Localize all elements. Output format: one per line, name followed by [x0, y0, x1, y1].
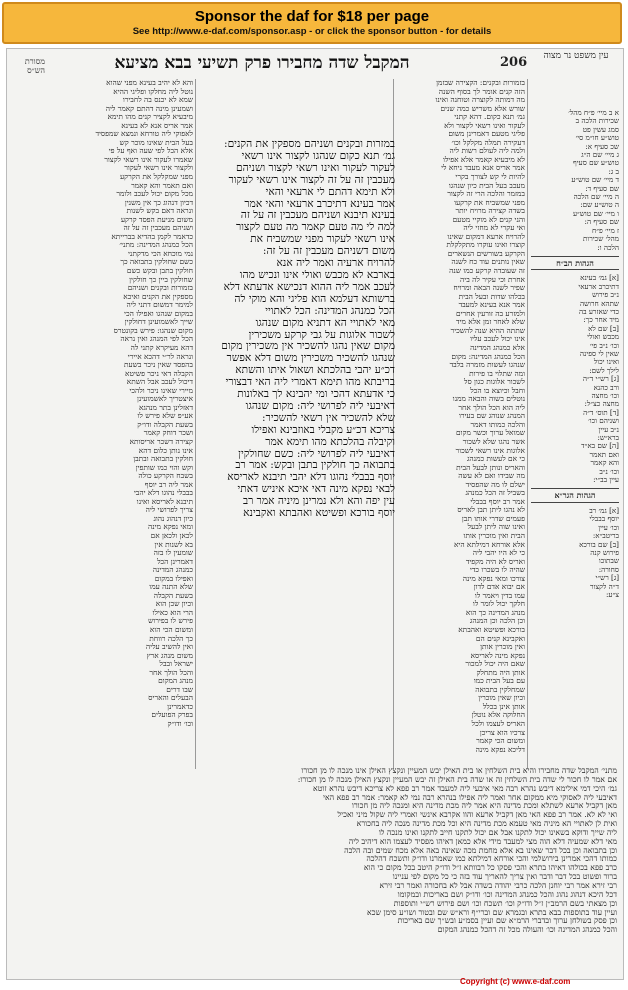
text-line: וקש והוי כמו שותפין	[135, 463, 193, 472]
text-line: ואי עקרי לא מחזי ליה	[463, 224, 525, 233]
text-line: ולמה ליה לעולם רשות ליה	[449, 147, 525, 156]
text-line: בהפסד שאין ניכר בשעת	[123, 361, 193, 370]
text-line: שומעין לו בזה	[153, 549, 193, 558]
text-line: ושניהם מעכבין זה על זה	[123, 224, 193, 233]
banner-title[interactable]: Sponsor the daf for $18 per page	[194, 8, 430, 25]
text-line: צריך לפרושי ליה	[145, 506, 193, 515]
text-line: מה שבידו ואם לא עשה	[458, 472, 525, 481]
text-line: ב ג:	[608, 167, 619, 176]
text-line: כי אם לעשות כמנהג	[466, 455, 525, 464]
text-line: ושמעינן מינה דהתם קאמר ליה	[105, 104, 193, 113]
text-line: זה שעובדה קרקע כמו שנה	[449, 267, 525, 276]
text-line: פעמים שדרי אותו תבן	[461, 514, 525, 523]
text-line: מיד אחר כך:	[583, 316, 619, 325]
talmud-page	[6, 48, 624, 980]
text-line: עיין בב״י:	[593, 476, 619, 485]
text-line: ועיין עוד בתוספות בבא בתרא ובגמרא שם וברי״ף ורא״ש שם ובטור ושו״ע סימן שכא	[367, 908, 617, 917]
text-line: דכל היכא דנהוג נהוג והכל כמנהג המדינה וכו׳ ודו״ק ושם באריכות ובמקומו	[397, 890, 617, 899]
text-line: טוש״ע חו״מ סי׳	[575, 134, 619, 143]
text-line: שנהגו להשכיר משכירין משום דלא אפשר	[226, 353, 395, 365]
text-line: הרי הוא כאילו	[152, 608, 193, 617]
text-line: למימר דמשום דתני ליה	[126, 301, 193, 310]
text-line: שתתה ההיא שנה להשכיר	[450, 326, 525, 335]
text-line: שמא לא יכנס בה לחבירו	[122, 96, 193, 105]
text-line: [א] גמ׳ רב	[589, 506, 619, 515]
text-line: נוטל ליה מחלקו ופליגי ההיא	[113, 87, 193, 96]
text-line: ברור ופשוט בכל דבר ודבר ואין צריך להאריך עוד בזה כי כל מקום לפי עניינו	[392, 873, 617, 882]
text-line: ולמזרע בה זורעין אחרים	[455, 309, 525, 318]
sponsor-banner[interactable]	[2, 2, 622, 44]
text-line: דאזלינן בתר מנהגא	[138, 403, 193, 412]
text-line: לשכור אלוגות על גבי קרקע משכירין	[248, 329, 395, 341]
text-line: ואריס לא היה מקפיד	[465, 557, 525, 566]
text-line: דאיבעי ליה לפרושי ליה: כשם שחולקין	[238, 448, 395, 460]
text-line: מתני׳ המקבל שדה מחבירו והיא בית השלחין או בית האילן יבש המעיין ונקצץ האילן אינו מנכה לו מן חכורו	[301, 767, 617, 775]
text-line: וכו׳ מחצה	[591, 392, 619, 400]
text-line: והני קנים לא מוקיי מטעם	[452, 215, 525, 224]
text-line: לעקור ואינו רשאי לקצור ולא	[444, 121, 525, 130]
text-line: יוסף בורכא ופשיטא ואהבתא ואקבינא	[243, 508, 395, 520]
text-line: ברשותא דעלמא הוא פליגי והא מוקי לה	[234, 293, 395, 305]
text-line: לא נהגו ליתן תבן לאריס	[457, 506, 525, 515]
text-line: דאמרינן הכל	[157, 557, 193, 566]
text-line: מקום שאין נהגו להשכיר אין משכירין מקום	[221, 341, 395, 353]
text-line: לא מיבעיא קאמר אלא אפילו	[442, 155, 525, 164]
text-line: ושכר דוחק קאמר	[143, 429, 193, 438]
banner-subtitle[interactable]: See http://www.e-daf.com/sponsor.asp - or click the sponsor button - for details	[132, 26, 492, 37]
text-line: והכל כמנהג המדינה וכו׳ והעולה מכל זה דהכל כמנהג המקום	[437, 926, 617, 935]
text-line: תיבנא לאריסא ואינו	[136, 497, 193, 506]
text-line: כי לא היו יהבי ליה	[472, 549, 525, 558]
text-line: שמואל ערוך וכשר מקום	[456, 429, 525, 438]
text-line: ולא תימא דהתם לי ארעאי והאי	[265, 186, 395, 198]
text-line: וכו׳ נ״ב פי׳	[589, 341, 619, 350]
right-margin-label: עין משפט נר מצוה	[543, 51, 609, 61]
text-line: אמר בעינא דתיכרב ארעאי והאי אמר	[244, 198, 395, 210]
text-line: לעקור לעקור ואינו רשאי לקצור ושניהם	[236, 162, 395, 174]
text-line: בתבואה כך חולקין בתבן ובקש: אמר רב	[235, 460, 395, 472]
text-line: נ״ב עיין	[598, 425, 619, 434]
text-line: שם סעיף ד:	[585, 184, 619, 193]
text-line: ד מיי׳ שם טוש״ע	[571, 176, 619, 185]
text-line: וכן פסק בשולחן ערוך ובדברי הרמ״א שם ועיין בסמ״ע ובש״ך שם באריכות	[397, 917, 617, 926]
text-line: וכן בתבואה וכן בכל דבר שאינו בא אלא מחמת מכה שאינה באה אלא מכח שמים ובה הלכה	[344, 846, 617, 855]
text-line: אע״פ שלא פירש לו	[137, 412, 193, 421]
text-line: ו מיי׳ שם טוש״ע	[572, 209, 619, 218]
text-line: אמר רב יוסף בבבלי	[470, 497, 525, 506]
text-line: ליה שייך ודוקא בשאינו יכול לתקנו אבל אם יכול לתקנו חייב לתקנו ואינו מנכה לו	[378, 828, 617, 837]
text-line: ונראה דאם בקש לשנות	[126, 207, 193, 216]
text-line: פירוש קנה	[590, 548, 619, 557]
gemara-column	[199, 139, 395, 739]
text-line: מאן דקביל ארעא לשתלא ומכת מדינה היא אמר ליה מכת מדינה היא ומנכה ליה מן חכורו	[351, 802, 617, 811]
text-line: דכ״ע יהבי בהלכתא ושאול איתו והשתא	[235, 365, 395, 377]
text-line: כיון דנהוג נהוג	[153, 514, 193, 523]
text-line: רבי זירא אמר רבי יוחנן הלכה כרבי יהודה בשדה אבל לא בחכורה ואמר רבי זירא	[379, 881, 617, 890]
text-line: מיבעיא לקציר קנים מהו תימא	[107, 113, 193, 122]
text-line: שפיר לשנה הבאה ומרויח	[453, 284, 525, 293]
text-line: דאיבעי ליה לפרושי ליה: מקום שנהגו	[245, 400, 395, 412]
text-line: מעכב בעל הבית כיון שנהגו	[448, 181, 525, 190]
text-line: בריטב״א:	[592, 532, 619, 541]
text-line: שמחלקין בתבואה	[475, 685, 525, 694]
text-line: מאי דלא שמעיה דלא הוה מצי למעבד מידי אלא כמאן דאיהו מפסיד לעצמו הוא דיהיב ליה	[348, 837, 617, 846]
text-line: ואינו יכול	[593, 358, 619, 367]
text-line: אשר נהגו שלא לשכור	[462, 437, 525, 446]
text-line: ואפילו במקום	[154, 574, 193, 583]
text-line: דהא מעיקרא קתני לה	[130, 343, 193, 352]
text-line: אלא הכל לפי שעה ואף על פי	[108, 147, 193, 156]
text-line: בפרק הפועלים	[151, 711, 193, 720]
text-line: מקום שנהגו: פירש בקונטרס	[113, 326, 193, 335]
text-line: ומאי נפקא מינה	[148, 523, 193, 532]
rashi-column	[401, 79, 525, 764]
text-line: והכל הולך אחר	[149, 668, 193, 677]
text-line: לאפוקי ליה טורחא ונמצא שמפסיד	[95, 130, 193, 139]
text-line: גמ׳ תנא כקום שנהגו לקצור אינו רשאי	[241, 150, 395, 162]
text-line: בא לשנות אין	[154, 540, 193, 549]
column-divider	[527, 79, 528, 769]
text-line: [ג] רש״י ד״ה	[582, 375, 619, 384]
text-line: שכירות הלכה ב	[575, 117, 619, 126]
text-line: סחורה:	[598, 565, 619, 574]
text-line: אלוגות אינו רשאי לשכור	[455, 446, 525, 455]
text-line: מיירי שאינו ניכר ולהכי	[129, 386, 193, 395]
text-line: כמותו דהכי אמרינן בירושלמי והכי אורחא דמילתא כמו שאמרנו ודו״ק ותשכח דהלכה	[366, 855, 617, 864]
text-line: כרב פפא בכולהו דאיהו בתרא והכי פסקו כל רבוותא ז״ל ודו״ק היטב בכל מקום כי הוא	[363, 864, 617, 873]
text-line: מה דמותה לקוצרה וטוחנה ואינו	[435, 96, 525, 105]
text-line: הכל כמנהג המדינה: הכל לאתויי	[265, 305, 395, 317]
text-line: בארבא לא מכבש ואולי אינו ונכיש מהו	[239, 269, 395, 281]
text-line: שם סעיף ה:	[584, 218, 619, 227]
text-line: מפני שמשביח את קרקעו	[454, 198, 525, 207]
text-line: [א] גמ׳ בעינא	[580, 274, 619, 283]
text-line: בזמורות ובקנים: הקצירה שבזמן	[436, 79, 525, 87]
text-line: במזרות ובקנים ושניהם מספקין את הקנים:	[224, 139, 395, 150]
text-line: לשכור אלוגות כגון סל	[464, 378, 525, 387]
text-line: בשבח הקרקע כולה	[138, 472, 193, 481]
text-line: ישלם לו מה שהפסיד	[465, 480, 525, 489]
text-line: פירש לו בפירוש	[148, 617, 193, 626]
text-line: משום דשניהם מעכבין זה על זה:	[262, 246, 395, 258]
text-line: כדאמרינן	[167, 702, 193, 711]
text-line: וכן הלכה וכן המנהג	[469, 617, 525, 626]
text-line: צריכא דכ״ע מקבלי באוזבינא ואפילו	[251, 424, 395, 436]
text-line: כמנהג המדינה	[152, 566, 193, 575]
text-line: משום מנהג ארץ	[146, 651, 193, 660]
text-line: הזה קנים אומר לך בסוף השנה	[438, 87, 525, 96]
text-line: שאמרו לעקור אינו רשאי לקצור	[104, 155, 193, 164]
text-line: מחצה כצ״ל:	[584, 400, 619, 409]
text-line: הכל כמנהג המדינה: מתני׳	[119, 241, 193, 250]
text-line: וכן מצאתי בשם הרמב״ן ז״ל ודו״ק וכו׳ תשכח וכו׳ ושם פירוש רש״י ותוספות	[393, 899, 617, 908]
text-line: אינו נותן כלום דהא	[138, 446, 193, 455]
text-line: שאין לי ספינה	[579, 349, 619, 358]
text-line: כשם שחולקין בתבואה כך	[120, 258, 193, 267]
text-line: ואין מוכרין אותן	[480, 643, 525, 652]
text-line: בעינא תיבנא ושניהם מעכבין זה על זה	[240, 210, 395, 222]
text-line: ואי לא לא. אמר רב פפא האי מאן דקביל ארעא והוו אקרבא אינשי ואמרי ליה שקול מיני ואכיל	[337, 811, 617, 820]
text-line: האריס לעצמו ולכל	[471, 720, 525, 729]
text-line: מהל׳ שכירות	[583, 235, 619, 244]
text-line: צורכו ומאי נפקא מינה	[462, 574, 525, 583]
text-line: נ״ב פירוש	[592, 291, 619, 300]
text-line: בריבתא מהו תימא דאמרי ליה האי דבצורי	[225, 377, 395, 389]
text-line: מכל מקום יכול לעכב ולומר	[116, 190, 193, 199]
text-line: קוצרו ואינו עוקרו מתקלקלת	[446, 241, 525, 250]
text-line: שתהא חרושה	[579, 299, 619, 308]
text-line: ושניהם וכו׳	[588, 417, 619, 426]
text-line: א ב מיי׳ פ״ח מהל׳	[568, 109, 619, 117]
text-line: דיכול לעכב אבל השתא	[126, 378, 193, 387]
text-line: גמ׳ תנא כקום. דהא קתני	[454, 113, 525, 122]
text-line: שהיה לו בשכרו כדי	[469, 566, 525, 575]
text-line: ה מיי׳ שם הלכה	[573, 193, 619, 202]
text-line: איצטריך לאשמועינן	[136, 395, 193, 404]
side-lines-top	[531, 109, 619, 252]
text-line: וכיון שכן הוא	[155, 600, 193, 609]
text-line: אמר אריס אנא לא בעינא	[121, 121, 193, 130]
text-line: בשדה קצירה מרויח יותר	[455, 207, 525, 216]
text-line: ולקצור אינו רשאי לעקור	[124, 164, 193, 173]
text-line: בכלהו שדות ובעל הבית	[458, 292, 525, 301]
text-line: בעל הבית שאינו מוכר קש	[119, 138, 193, 147]
text-line: אינו יכול לעכב עליו	[470, 335, 525, 344]
text-line: למה לי מה טעם קאמר מה טעם לקצור	[236, 222, 395, 234]
text-line: וכו׳ עיין	[598, 523, 619, 532]
text-line: שאין נותנים עוד כח לשנה	[451, 258, 525, 267]
text-line: המנהג שנוהג שם בעירו	[458, 412, 525, 421]
text-line: וחבל וכיוצא בו הכל	[470, 386, 525, 395]
text-line: יוסף בבבלי	[589, 515, 619, 524]
text-line: ואין להשיב עליה	[145, 643, 193, 652]
text-line: אותן אינן בכלל	[482, 702, 525, 711]
text-line: [ה] שם בא״ד	[581, 442, 619, 451]
text-line: ואית לן לאתויי הא מיניה מאי טעמא מכת מדינה היא וכל מכת מדינה מנכה ליה בחכורא	[356, 820, 617, 829]
text-line: ואם תאמר והא קאמר	[131, 181, 193, 190]
text-line: מנהג המדינה כך הוא	[465, 608, 525, 617]
text-line: אחרת וכי עקיר לה ביה	[460, 275, 525, 284]
text-line: חולקין בתבן ובקש כשם	[126, 267, 193, 276]
text-line: שורש אלא משריש כמה שנים	[440, 104, 525, 113]
text-line: החלוקה אלא נוטלן	[471, 711, 525, 720]
side-box-label: הגהות הגר״א	[531, 488, 619, 502]
text-line: ומשום הכי קאמר	[476, 737, 525, 746]
text-line: וכו׳ נ״ב	[599, 467, 619, 476]
text-line: מפני שמקלקל את הקרקע	[120, 173, 193, 182]
text-line: יוסף בבבלי נהוגו דלא יהבי תיבנא לאריסא	[227, 472, 395, 484]
text-line: בשעת הקבלה	[153, 591, 193, 600]
text-line: בשביל זה הכל כמנהג	[465, 489, 525, 498]
text-line: חלקך יכול לומר לו	[472, 600, 525, 609]
text-line: הלכה ו:	[597, 243, 619, 252]
text-line: שלא להשכיר אין רשאי להשכיר:	[262, 412, 395, 424]
text-line: מכבש ואולי	[587, 333, 619, 342]
text-line: עמו בדין ויאמר לו	[474, 591, 525, 600]
text-line: בשעת הקבלה ודו״ק	[137, 420, 193, 429]
text-line: צרכיו הוא צריכן	[479, 728, 525, 737]
text-line: ונראה לר״י דהכא איירי	[127, 352, 193, 361]
text-line: הכל לפי המנהג ואין נראה	[120, 335, 193, 344]
text-line: בבבלי נהוגו דלא יהבי	[133, 489, 193, 498]
text-line: מספקין את הקנים ואיכא	[123, 292, 193, 301]
text-line: כדאמר לקמן בהדיא בברייתא	[111, 232, 193, 241]
text-line: מאי לאתויי הא דתניא מקום שנהגו	[255, 317, 395, 329]
text-line: סמג עשין פט	[582, 125, 619, 134]
text-line: והלכה כמותו דאמר	[470, 420, 525, 429]
text-line: שלא התנה עמו	[149, 583, 193, 592]
side-lines-mid	[531, 274, 619, 484]
text-line: [ב] שם לא	[588, 324, 619, 333]
text-line: חולקין בתבואה ובתבן	[133, 455, 193, 464]
text-line: ישראל ובבל	[159, 660, 193, 669]
text-line: וכיון שאין מוכרין	[478, 694, 525, 703]
text-line: לכאן ולכאן אם	[150, 531, 193, 540]
text-line: אמר אריס אנא מעבד ניחא לי	[441, 164, 525, 173]
text-line: קצירה דשכר אריסותא	[129, 437, 193, 446]
page-header: המקבל שדה מחבירו פרק תשיעי בבא מציעא	[114, 53, 410, 73]
text-line: ורב כהנא	[593, 383, 619, 392]
text-line: גמ׳ היכי דמי אילימא דיבש נהרא רבה מאי איבעי ליה למעבד אמר רב פפא לא צריכא דיבש נהרא זוטא	[313, 784, 617, 793]
text-line: לבאי נפקא מינה דאי איכא איניש דאתי	[237, 484, 395, 496]
text-line: והאריס ונותן לבעל הבית	[456, 463, 525, 472]
text-line: ג מיי׳ שם ה״ג	[581, 151, 619, 160]
text-line: ליה הוא הכל הולך אחר	[458, 403, 525, 412]
text-line: וקיבלה בהלכתא מהו תימא אמר	[265, 436, 395, 448]
column-divider	[195, 79, 196, 769]
text-line: ז מיי׳ פ״ח	[591, 226, 619, 235]
text-line: הקרקע בשורשים הנשארים	[447, 249, 525, 258]
text-line: להרויח ארעיה ואמר ליה אנא	[276, 258, 395, 270]
text-line: נוטלים בשוה והבאה ממנו	[452, 395, 525, 404]
text-line: שנהגו לעשות מזמרה בלבד	[449, 361, 525, 370]
text-line: שכ סעיף א:	[585, 142, 619, 151]
text-line: משום מניעת הפסד קרקע	[120, 215, 193, 224]
text-line: [ג] רש״י	[595, 574, 619, 583]
side-lines-bottom	[531, 507, 619, 599]
text-line: [ד] תוס׳ ד״ה	[583, 408, 619, 417]
text-line: כדי שאזרע בה	[578, 307, 619, 316]
side-references-column	[531, 109, 619, 764]
text-line: ד״ה לקצור	[590, 582, 619, 591]
text-line: פליגי מטעם דאמרינן משום	[448, 130, 525, 139]
text-line: הקבלה דאי ניכר פשיטא	[125, 369, 193, 378]
text-line: שייך לאשמועינן דחולקין	[124, 318, 193, 327]
text-line: להיות לי קש לצורך בקרי	[455, 173, 525, 182]
text-line: ומשום הכי הוא	[149, 626, 193, 634]
text-line: אם יבוא אדם לדון	[473, 583, 525, 592]
text-line: ואקבינא קנים הם	[475, 634, 525, 643]
text-line: עם בעל הבית כמו	[473, 677, 525, 686]
text-line: להרויח ארעא דמקום שאינו	[447, 232, 525, 241]
text-line: דעקירה תמלה מקלקל וכו׳	[451, 138, 525, 147]
text-line: בזמורות ובקנים ושניהם	[127, 284, 193, 293]
text-line: [ב] שם בורכא	[579, 540, 619, 549]
text-line: וכו׳ ודו״ק	[167, 720, 193, 729]
text-line: כך הלכה רווחת	[149, 634, 193, 643]
text-line: והא לא יהיב בעינא מפני שהוא	[106, 79, 193, 87]
page-number: 206	[500, 55, 528, 70]
text-line: דאיבעי ליה לאסוקי מיא ממקום אחר ואמר ליה אפילו בנהרא רבה נמי לא קאמר: אמר רב פפא האי	[322, 793, 617, 802]
text-line: ואינו שוה ליתן לבעל	[467, 523, 525, 532]
text-line: אלא אורחא דמילתא היא	[453, 540, 525, 549]
text-line: לילך לשם:	[589, 366, 619, 375]
text-line: נפקא מינה לאריסא	[470, 651, 525, 660]
text-line: במזמר והלכה הרי זה לקצור	[447, 190, 525, 199]
text-line: עין יפה והא ולא נמרינן מיניה אמר רב	[242, 496, 395, 508]
text-line: כי אדעתא דהכי ומי יהבינא לך באלונות	[237, 389, 395, 401]
text-line: שבו דרים	[166, 685, 193, 694]
text-line: אמר אנא בעינא למעבד	[458, 301, 525, 310]
text-line: דתיכרב ארעאי	[578, 282, 619, 291]
text-line: צ״ע:	[606, 590, 619, 599]
text-line: טוש״ע שם סעיף	[573, 159, 619, 168]
tosafot-column	[47, 79, 193, 764]
text-line: שחולקין ביין כך חולקין	[129, 275, 193, 284]
text-line: ואם תאמר	[589, 450, 619, 459]
text-line: ומה שתלוי בו פירות	[469, 369, 525, 378]
text-line: אמר ליה רב יוסף	[144, 480, 193, 489]
left-margin-label: מסורת הש״ס	[24, 57, 45, 75]
text-line: אלא כמנהג המדינה	[470, 343, 525, 352]
text-line: מעכבין זה על זה לקצור אינו רשאי לעקור	[228, 174, 395, 186]
text-line: אינו רשאי לעקור מפני שמשביח את	[250, 234, 395, 246]
text-line: והא קאמר	[590, 459, 619, 468]
text-line: דכיון דנהוג כך אין משנין	[124, 198, 193, 207]
text-line: בורכא ופשיטא ואהבתא	[458, 626, 525, 634]
text-line: אם אמר לו חכור לי שדה בית השלחין זה או שדה בית האילן זה יבש המעיין ונקצץ האילן מנכה לו מן חכורו:	[297, 775, 617, 784]
text-line: הבעלים והאריס	[148, 694, 193, 703]
text-line: ה טוש״ע שם:	[580, 201, 619, 210]
text-line: דליכא נפקא מינה	[475, 745, 525, 754]
text-line: נמי מוכחא הכי מדקתני	[127, 249, 193, 258]
side-box-label: הגהות הב״ח	[531, 256, 619, 270]
mishna-bottom-block	[17, 767, 617, 967]
text-line: ברא״ש:	[597, 434, 619, 443]
text-line: שבתוכו	[598, 557, 619, 566]
text-line: במקום שנהגו ואפילו הכי	[124, 309, 193, 318]
text-line: שלא לאחר זמן אלא מיד	[456, 318, 525, 327]
text-line: מנהג המקום	[158, 677, 193, 686]
text-line: שאם היה יכול למכור	[465, 660, 525, 669]
copyright-notice[interactable]: Copyright (c) www.e-daf.com	[460, 977, 571, 986]
text-line: הבית ואין מוכרין אותו	[463, 531, 525, 540]
text-line: לעכב אמר ליה ההוא דנכישא אדעתא דלא	[223, 281, 395, 293]
text-line: אותן היה מתחלק	[476, 668, 525, 677]
text-line: הכל כמנהג המדינה: מקום	[451, 352, 525, 361]
